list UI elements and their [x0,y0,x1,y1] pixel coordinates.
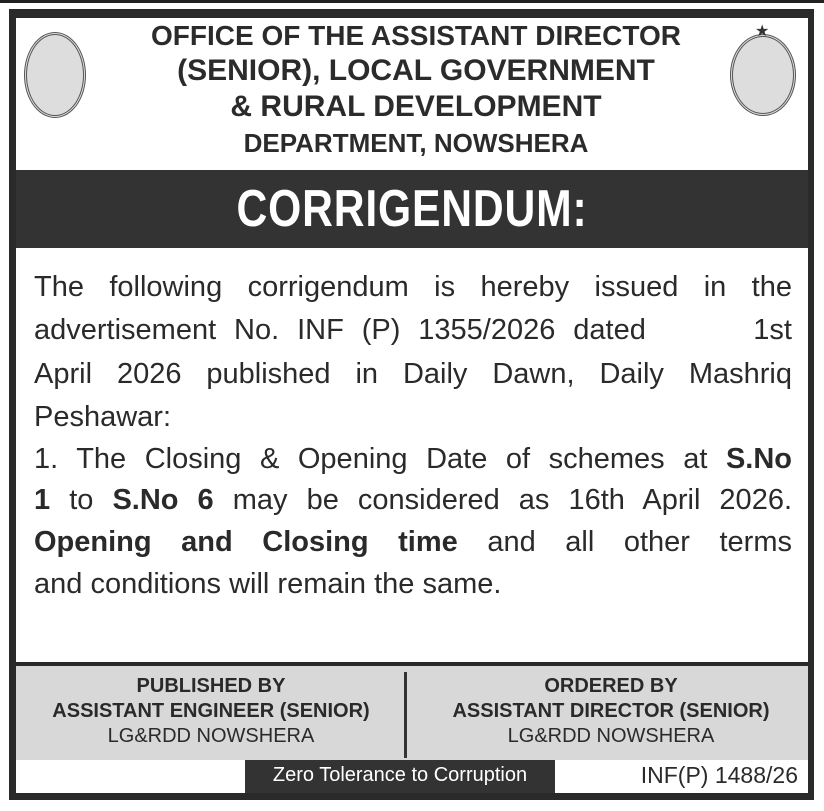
body-line: and conditions will remain the same. [34,568,502,600]
footer [16,666,808,760]
body-text: 1. The Closing & Opening Date of schemes at [34,443,726,475]
body-text: and all other terms [457,526,792,558]
body-line: advertisement No. INF (P) 1355/2026 dated 1st [34,314,792,346]
notice-body [16,248,808,662]
header-line-1: OFFICE OF THE ASSISTANT DIRECTOR [151,20,681,51]
footer-divider [404,672,407,758]
reference-number: INF(P) 1488/26 [640,762,798,788]
title: CORRIGENDUM: [236,180,588,238]
body-bold-text: 1 [34,484,51,516]
body-line [34,525,792,559]
star-icon: ★ [755,23,770,40]
body-text: may be considered as 16th April 2026. [213,484,793,516]
bottom-strip [16,760,808,793]
body-line [34,483,792,517]
government-emblem-right-icon [730,23,796,116]
body-line: April 2026 published in Daily Dawn, Daily Mashriq [34,358,792,390]
published-by-title: ASSISTANT ENGINEER (SENIOR) [52,700,370,722]
header-line-4: DEPARTMENT, NOWSHERA [243,128,589,158]
slogan: Zero Tolerance to Corruption [245,760,555,793]
body-line: The following corrigendum is hereby issued in the [34,271,792,303]
body-bold-text: S.No [725,443,792,475]
top-rule [0,0,824,3]
body-text: to [50,484,113,516]
body-line [34,442,792,476]
published-by-label: PUBLISHED BY [136,675,286,697]
title-band [16,170,808,248]
published-by [16,674,406,749]
body-bold-text: S.No 6 [112,484,214,516]
ordered-by [414,674,808,749]
header-line-2: (SENIOR), LOCAL GOVERNMENT [177,54,655,87]
ordered-by-title: ASSISTANT DIRECTOR (SENIOR) [452,700,770,722]
published-by-office: LG&RDD NOWSHERA [107,725,315,747]
body-line: Peshawar: [34,401,172,433]
ordered-by-office: LG&RDD NOWSHERA [507,725,715,747]
header-line-3: & RURAL DEVELOPMENT [230,90,602,123]
government-emblem-left-icon [24,32,86,118]
header [16,18,808,170]
body-bold-text: Opening and Closing time [34,526,458,558]
ordered-by-label: ORDERED BY [544,675,678,697]
